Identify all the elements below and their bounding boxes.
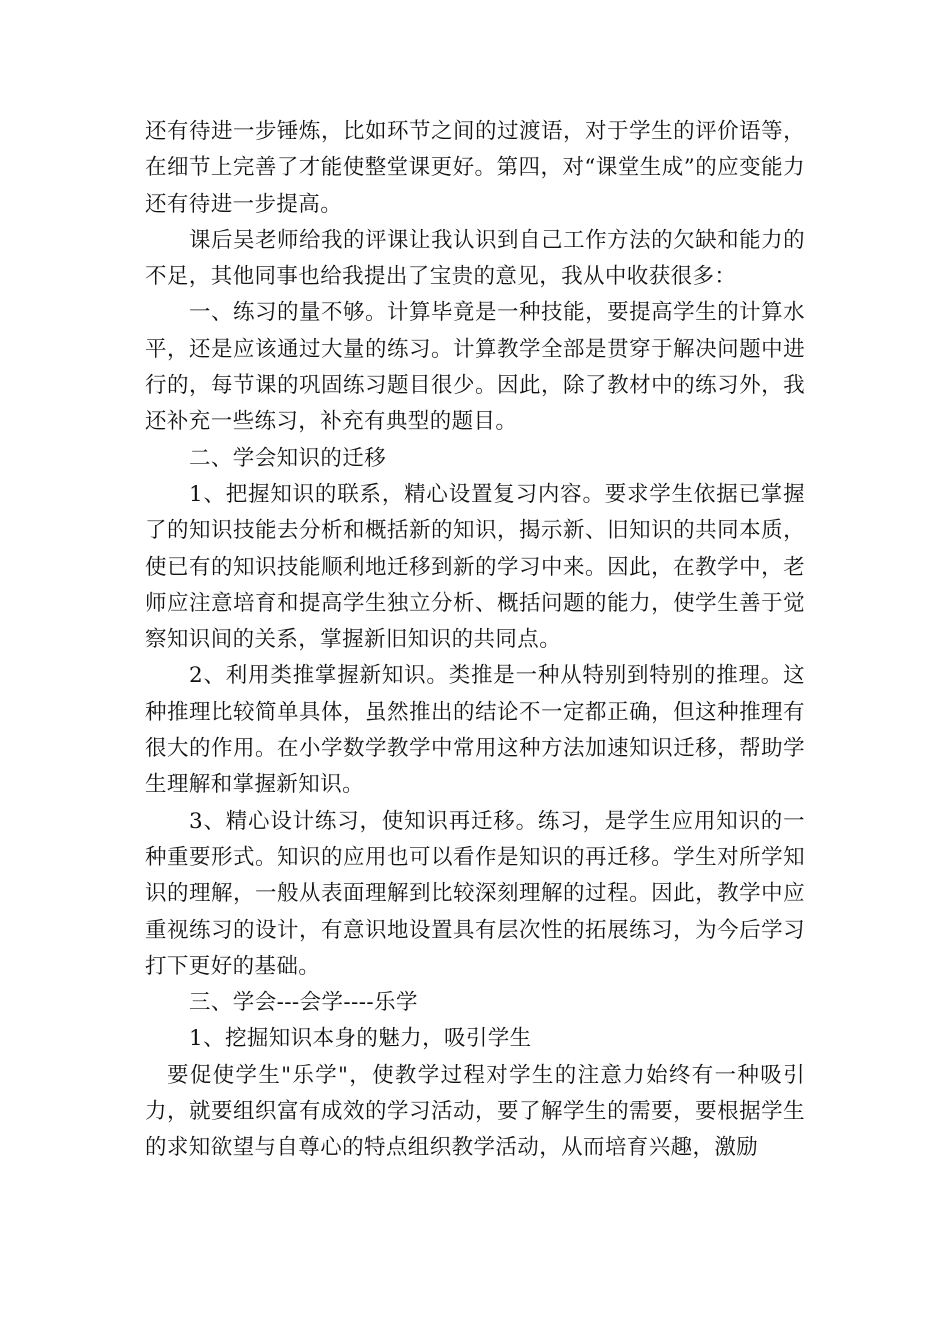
- section-heading-2: 二、学会知识的迁移: [189, 445, 387, 471]
- paragraph-6: 2、利用类推掌握新知识。类推是一种从特别到特别的推理。这种推理比较简单具体，虽然推出的结论不一定都正确，但这种推理有很大的作用。在小学数学教学中常用这种方法加速知识迁移，帮助学生理解和掌握新知识。: [145, 663, 805, 798]
- paragraph-1: 还有待进一步锤炼，比如环节之间的过渡语，对于学生的评价语等，在细节上完善了才能使整堂课更好。第四，对“课堂生成”的应变能力还有待进一步提高。: [145, 119, 805, 217]
- subsection-heading-1: 1、挖掘知识本身的魅力，吸引学生: [189, 1026, 532, 1052]
- paragraph-5: 1、把握知识的联系，精心设置复习内容。要求学生依据已掌握了的知识技能去分析和概括新的知识，揭示新、旧知识的共同本质，使已有的知识技能顺利地迁移到新的学习中来。因此，在教学中，老师应注意培育和提高学生独立分析、概括问题的能力，使学生善于觉察知识间的关系，掌握新旧知识的共同点。: [145, 481, 805, 653]
- document-body: [145, 114, 805, 1167]
- paragraph-2: 课后吴老师给我的评课让我认识到自己工作方法的欠缺和能力的不足，其他同事也给我提出了宝贵的意见，我从中收获很多：: [145, 227, 805, 290]
- paragraph-10: 要促使学生"乐学"，使教学过程对学生的注意力始终有一种吸引力，就要组织富有成效的学习活动，要了解学生的需要，要根据学生的求知欲望与自尊心的特点组织教学活动，从而培育兴趣，激励: [145, 1062, 805, 1161]
- paragraph-7: 3、精心设计练习，使知识再迁移。练习，是学生应用知识的一种重要形式。知识的应用也可以看作是知识的再迁移。学生对所学知识的理解，一般从表面理解到比较深刻理解的过程。因此，教学中应重视练习的设计，有意识地设置具有层次性的拓展练习，为今后学习打下更好的基础。: [145, 808, 805, 979]
- section-heading-3: 三、学会---会学----乐学: [189, 990, 418, 1016]
- paragraph-3: 一、练习的量不够。计算毕竟是一种技能，要提高学生的计算水平，还是应该通过大量的练习。计算教学全部是贯穿于解决问题中进行的，每节课的巩固练习题目很少。因此，除了教材中的练习外，我还补充一些练习，补充有典型的题目。: [145, 300, 805, 435]
